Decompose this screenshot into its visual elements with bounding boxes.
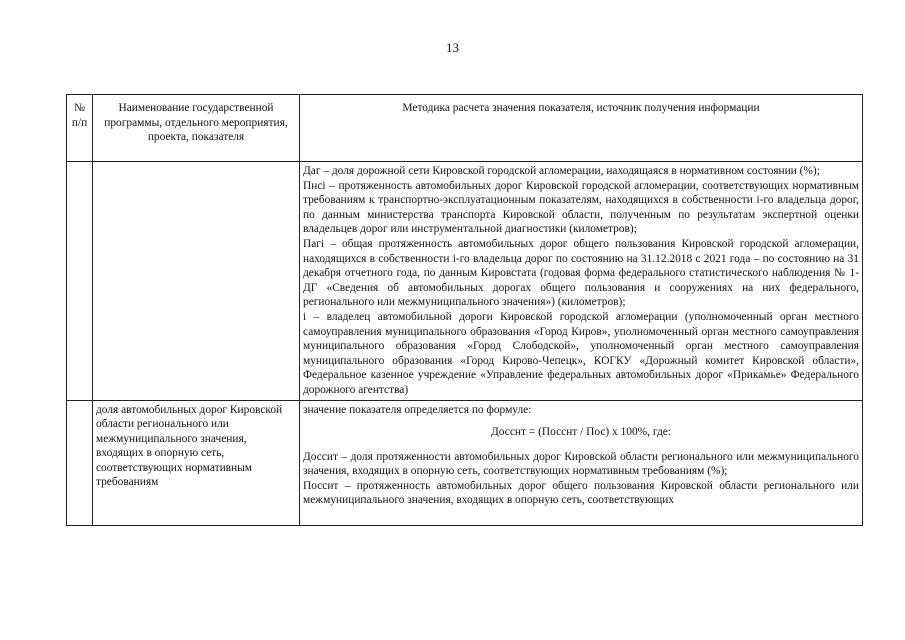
header-method: Методика расчета значения показателя, источник получения информации [300,95,863,162]
method-paragraph: Пагi – общая протяженность автомобильных дорог общего пользования Кировской городской агломерации, находящихся в собственности i-го владельца дорог по состоянию на 31.12.2018 с 2021 года – по состоянию на 31 декабря отчетного года, по данным Кировстата (годовая форма федерального статистического наблюдения № 1-ДГ «Сведения об автомобильных дорогах общего пользования и сооружениях на них федерального, регионального или межмуниципального значения») (километров); [303,237,859,309]
header-num: № п/п [67,95,93,162]
row-num [67,400,93,525]
method-paragraph: Доссит – доля протяженности автомобильных дорог Кировской области регионального или межмуниципального значения, входящих в опорную сеть, соответствующих нормативным требованиям (%); [303,450,859,478]
row-name [93,162,300,401]
method-paragraph: Даг – доля дорожной сети Кировской городской агломерации, находящаяся в нормативном состоянии (%); [303,165,820,177]
method-intro: значение показателя определяется по формуле: [303,403,532,416]
header-name: Наименование государственной программы, отдельного мероприятия, проекта, показателя [93,95,300,162]
table-row [67,162,863,401]
formula: Досснт = (Посснт / Пос) х 100%, где: [491,426,671,439]
page-number: 13 [446,40,459,55]
method-paragraph: Пнсi – протяженность автомобильных дорог Кировской городской агломерации, соответствующих нормативным требованиям к транспортно-эксплуатационным показателям, находящихся в собственности i-го владельца дорог, по данным министерства транспорта Кировской области, полученным по результатам экспертной оценки владельцев дорог или инструментальной диагностики (километров); [303,179,859,236]
method-paragraph: Поссит – протяженность автомобильных дорог общего пользования Кировской области регионального или межмуниципального значения, входящих в опорную сеть, соответствующих [303,479,859,507]
table-row [67,400,863,525]
table-header-row [67,95,863,162]
method-paragraph: i – владелец автомобильной дороги Кировской городской агломерации (уполномоченный орган местного самоуправления муниципального образования «Город Киров», уполномоченный орган местного самоуправления муниципального образования «Город Слободской», уполномоченный орган местного самоуправления муниципального образования «Город Кирово-Чепецк», КОГКУ «Дорожный комитет Кировской области», Федеральное казенное учреждение «Управление федеральных автомобильных дорог «Прикамье» Федерального дорожного агентства) [303,310,859,396]
row-num [67,162,93,401]
row-name: доля автомобильных дорог Кировской области регионального или межмуниципального значения, входящих в опорную сеть, соответствующих нормативным требованиям [93,400,300,525]
row-method [300,162,863,401]
row-method [300,400,863,525]
methodology-table [66,94,863,526]
